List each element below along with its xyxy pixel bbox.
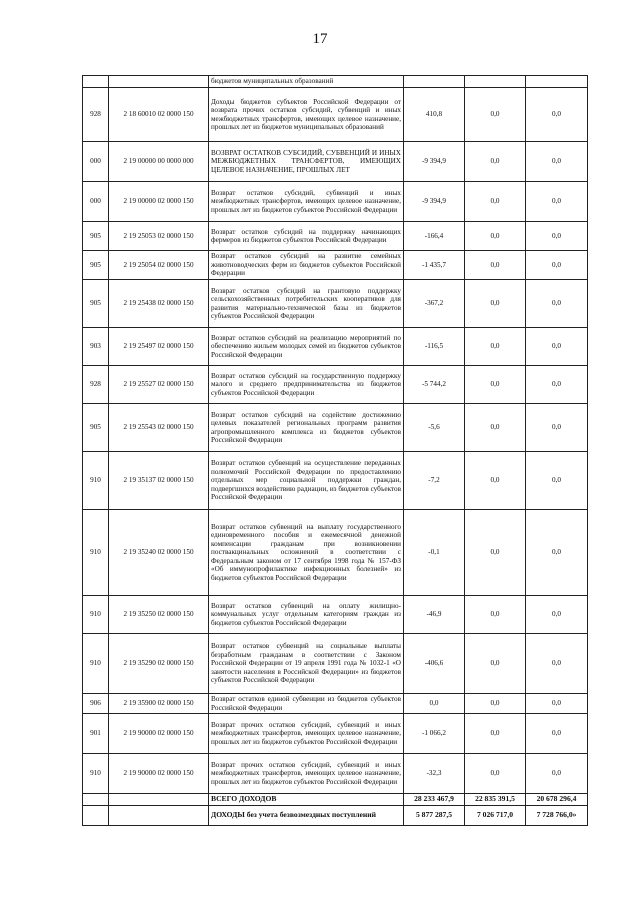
budget-code-cell: 2 19 25054 02 0000 150 — [109, 251, 209, 280]
admin-code-cell: 906 — [83, 694, 109, 714]
amount-year2-cell: 0,0 — [465, 510, 526, 596]
amount-year2-cell: 0,0 — [465, 328, 526, 366]
amount-year2-cell: 0,0 — [465, 404, 526, 452]
amount-year2-cell: 0,0 — [465, 634, 526, 694]
amount-year1-cell: -166,4 — [404, 222, 465, 251]
amount-year1-cell: 0,0 — [404, 694, 465, 714]
budget-code-cell: 2 19 90000 02 0000 150 — [109, 754, 209, 794]
budget-code-cell: 2 19 00000 02 0000 150 — [109, 182, 209, 222]
budget-code-cell: 2 19 25053 02 0000 150 — [109, 222, 209, 251]
admin-code-cell: 910 — [83, 510, 109, 596]
table-row — [83, 510, 588, 596]
amount-year3-cell: 0,0 — [526, 366, 588, 404]
table-row — [83, 714, 588, 754]
budget-code-cell: 2 19 25438 02 0000 150 — [109, 280, 209, 328]
amount-year3-cell: 7 728 766,0» — [526, 806, 588, 826]
amount-year2-cell: 0,0 — [465, 596, 526, 634]
budget-code-cell: 2 19 25497 02 0000 150 — [109, 328, 209, 366]
table-row — [83, 142, 588, 182]
amount-year1-cell: 5 877 287,5 — [404, 806, 465, 826]
amount-year1-cell: -367,2 — [404, 280, 465, 328]
amount-year1-cell: -32,3 — [404, 754, 465, 794]
admin-code-cell: 905 — [83, 404, 109, 452]
admin-code-cell: 905 — [83, 280, 109, 328]
amount-year2-cell: 0,0 — [465, 142, 526, 182]
budget-code-cell: 2 19 90000 02 0000 150 — [109, 714, 209, 754]
admin-code-cell: 903 — [83, 328, 109, 366]
admin-code-cell — [83, 76, 109, 88]
revenue-name-cell: Возврат остатков субсидий на государственную поддержку малого и среднего предпринимательства из бюджетов субъектов Российской Федерации — [209, 366, 404, 404]
amount-year2-cell: 0,0 — [465, 452, 526, 510]
table-row — [83, 251, 588, 280]
amount-year1-cell: -0,1 — [404, 510, 465, 596]
admin-code-cell: 910 — [83, 596, 109, 634]
revenue-name-cell: Возврат прочих остатков субсидий, субвенций и иных межбюджетных трансфертов, имеющих целевое назначение, прошлых лет из бюджетов субъектов Российской Федерации — [209, 714, 404, 754]
revenue-name-cell: Возврат остатков субсидий на содействие достижению целевых показателей региональных программ развития агропромышленного комплекса из бюджетов субъектов Российской Федерации — [209, 404, 404, 452]
table-row — [83, 366, 588, 404]
admin-code-cell: 901 — [83, 714, 109, 754]
admin-code-cell: 928 — [83, 366, 109, 404]
revenue-name-cell: Возврат прочих остатков субсидий, субвенций и иных межбюджетных трансфертов, имеющих целевое назначение, прошлых лет из бюджетов субъектов Российской Федерации — [209, 754, 404, 794]
revenue-name-cell: Возврат остатков субвенций на выплату государственного единовременного пособия и ежемесячной денежной компенсации гражданам при возникновении поствакцинальных осложнений в соответствии с Федеральным законом от 17 сентября 1998 года № 157-ФЗ «Об иммунопрофилактике инфекционных болезней» из бюджетов субъектов Российской Федерации — [209, 510, 404, 596]
amount-year3-cell: 20 678 296,4 — [526, 794, 588, 806]
amount-year3-cell: 0,0 — [526, 510, 588, 596]
amount-year2-cell — [465, 76, 526, 88]
budget-code-cell: 2 18 60010 02 0000 150 — [109, 88, 209, 142]
admin-code-cell: 905 — [83, 222, 109, 251]
amount-year2-cell: 0,0 — [465, 754, 526, 794]
amount-year3-cell: 0,0 — [526, 714, 588, 754]
admin-code-cell: 910 — [83, 452, 109, 510]
amount-year3-cell: 0,0 — [526, 452, 588, 510]
amount-year1-cell — [404, 76, 465, 88]
revenue-name-cell: ВОЗВРАТ ОСТАТКОВ СУБСИДИЙ, СУБВЕНЦИЙ И ИНЫХ МЕЖБЮДЖЕТНЫХ ТРАНСФЕРТОВ, ИМЕЮЩИХ ЦЕЛЕВОЕ НАЗНАЧЕНИЕ, ПРОШЛЫХ ЛЕТ — [209, 142, 404, 182]
amount-year3-cell: 0,0 — [526, 634, 588, 694]
amount-year1-cell: -9 394,9 — [404, 142, 465, 182]
amount-year3-cell: 0,0 — [526, 328, 588, 366]
amount-year3-cell: 0,0 — [526, 182, 588, 222]
table-row — [83, 182, 588, 222]
revenue-name-cell: бюджетов муниципальных образований — [209, 76, 404, 88]
table-row — [83, 794, 588, 806]
amount-year1-cell: -46,9 — [404, 596, 465, 634]
amount-year3-cell — [526, 76, 588, 88]
page-number: 17 — [312, 31, 328, 47]
amount-year1-cell: -9 394,9 — [404, 182, 465, 222]
table-row — [83, 280, 588, 328]
amount-year1-cell: -406,6 — [404, 634, 465, 694]
amount-year2-cell: 0,0 — [465, 251, 526, 280]
amount-year1-cell: 28 233 467,9 — [404, 794, 465, 806]
amount-year3-cell: 0,0 — [526, 694, 588, 714]
revenue-name-cell: Возврат остатков субсидий на развитие семейных животноводческих ферм из бюджетов субъектов Российской Федерации — [209, 251, 404, 280]
admin-code-cell: 000 — [83, 182, 109, 222]
amount-year2-cell: 0,0 — [465, 280, 526, 328]
budget-code-cell: 2 19 35900 02 0000 150 — [109, 694, 209, 714]
budget-code-cell — [109, 76, 209, 88]
revenue-name-cell: Возврат остатков субсидий, субвенций и иных межбюджетных трансфертов, имеющих целевое назначение, прошлых лет из бюджетов субъектов Российской Федерации — [209, 182, 404, 222]
amount-year2-cell: 0,0 — [465, 182, 526, 222]
amount-year1-cell: -5 744,2 — [404, 366, 465, 404]
amount-year1-cell: -5,6 — [404, 404, 465, 452]
admin-code-cell — [83, 794, 109, 806]
budget-code-cell: 2 19 35240 02 0000 150 — [109, 510, 209, 596]
amount-year3-cell: 0,0 — [526, 222, 588, 251]
amount-year2-cell: 0,0 — [465, 694, 526, 714]
amount-year2-cell: 0,0 — [465, 366, 526, 404]
revenue-name-cell: Возврат остатков субсидий на поддержку начинающих фермеров из бюджетов субъектов Российской Федерации — [209, 222, 404, 251]
amount-year1-cell: -7,2 — [404, 452, 465, 510]
revenue-table — [82, 75, 588, 826]
admin-code-cell — [83, 806, 109, 826]
amount-year2-cell: 0,0 — [465, 714, 526, 754]
revenue-name-cell: Возврат остатков субсидий на грантовую поддержку сельскохозяйственных потребительских кооперативов для развития материально-технической базы из бюджетов субъектов Российской Федерации — [209, 280, 404, 328]
table-row — [83, 694, 588, 714]
admin-code-cell: 905 — [83, 251, 109, 280]
amount-year3-cell: 0,0 — [526, 754, 588, 794]
budget-code-cell: 2 19 25527 02 0000 150 — [109, 366, 209, 404]
amount-year3-cell: 0,0 — [526, 142, 588, 182]
revenue-name-cell: Доходы бюджетов субъектов Российской Федерации от возврата прочих остатков субсидий, субвенций и иных межбюджетных трансфертов, имеющих целевое назначение, прошлых лет из бюджетов муниципальных образований — [209, 88, 404, 142]
amount-year3-cell: 0,0 — [526, 88, 588, 142]
admin-code-cell: 000 — [83, 142, 109, 182]
amount-year3-cell: 0,0 — [526, 404, 588, 452]
budget-code-cell — [109, 794, 209, 806]
amount-year2-cell: 7 026 717,0 — [465, 806, 526, 826]
revenue-name-cell: ВСЕГО ДОХОДОВ — [209, 794, 404, 806]
revenue-name-cell: ДОХОДЫ без учета безвозмездных поступлений — [209, 806, 404, 826]
table-row — [83, 452, 588, 510]
budget-code-cell: 2 19 00000 00 0000 000 — [109, 142, 209, 182]
amount-year1-cell: -116,5 — [404, 328, 465, 366]
table-row — [83, 222, 588, 251]
amount-year1-cell: -1 435,7 — [404, 251, 465, 280]
budget-code-cell — [109, 806, 209, 826]
budget-code-cell: 2 19 25543 02 0000 150 — [109, 404, 209, 452]
table-row — [83, 328, 588, 366]
table-row — [83, 76, 588, 88]
table-row — [83, 596, 588, 634]
revenue-name-cell: Возврат остатков единой субвенции из бюджетов субъектов Российской Федерации — [209, 694, 404, 714]
revenue-name-cell: Возврат остатков субвенций на социальные выплаты безработным гражданам в соответствии с Законом Российской Федерации от 19 апреля 1991 года № 1032-1 «О занятости населения в Российской Федерации» из бюджетов субъектов Российской Федерации — [209, 634, 404, 694]
amount-year1-cell: 410,8 — [404, 88, 465, 142]
admin-code-cell: 928 — [83, 88, 109, 142]
revenue-name-cell: Возврат остатков субвенций на осуществление переданных полномочий Российской Федерации по предоставлению отдельных мер социальной поддержки граждан, подвергшихся воздействию радиации, из бюджетов субъектов Российской Федерации — [209, 452, 404, 510]
admin-code-cell: 910 — [83, 634, 109, 694]
budget-code-cell: 2 19 35137 02 0000 150 — [109, 452, 209, 510]
budget-code-cell: 2 19 35250 02 0000 150 — [109, 596, 209, 634]
amount-year3-cell: 0,0 — [526, 280, 588, 328]
amount-year3-cell: 0,0 — [526, 596, 588, 634]
amount-year1-cell: -1 066,2 — [404, 714, 465, 754]
table-row — [83, 404, 588, 452]
table-row — [83, 634, 588, 694]
amount-year2-cell: 0,0 — [465, 222, 526, 251]
admin-code-cell: 910 — [83, 754, 109, 794]
budget-code-cell: 2 19 35290 02 0000 150 — [109, 634, 209, 694]
amount-year2-cell: 0,0 — [465, 88, 526, 142]
amount-year3-cell: 0,0 — [526, 251, 588, 280]
revenue-name-cell: Возврат остатков субсидий на реализацию мероприятий по обеспечению жильем молодых семей из бюджетов субъектов Российской Федерации — [209, 328, 404, 366]
revenue-name-cell: Возврат остатков субвенций на оплату жилищно-коммунальных услуг отдельным категориям граждан из бюджетов субъектов Российской Федерации — [209, 596, 404, 634]
amount-year2-cell: 22 835 391,5 — [465, 794, 526, 806]
table-row — [83, 806, 588, 826]
table-row — [83, 754, 588, 794]
table-row — [83, 88, 588, 142]
